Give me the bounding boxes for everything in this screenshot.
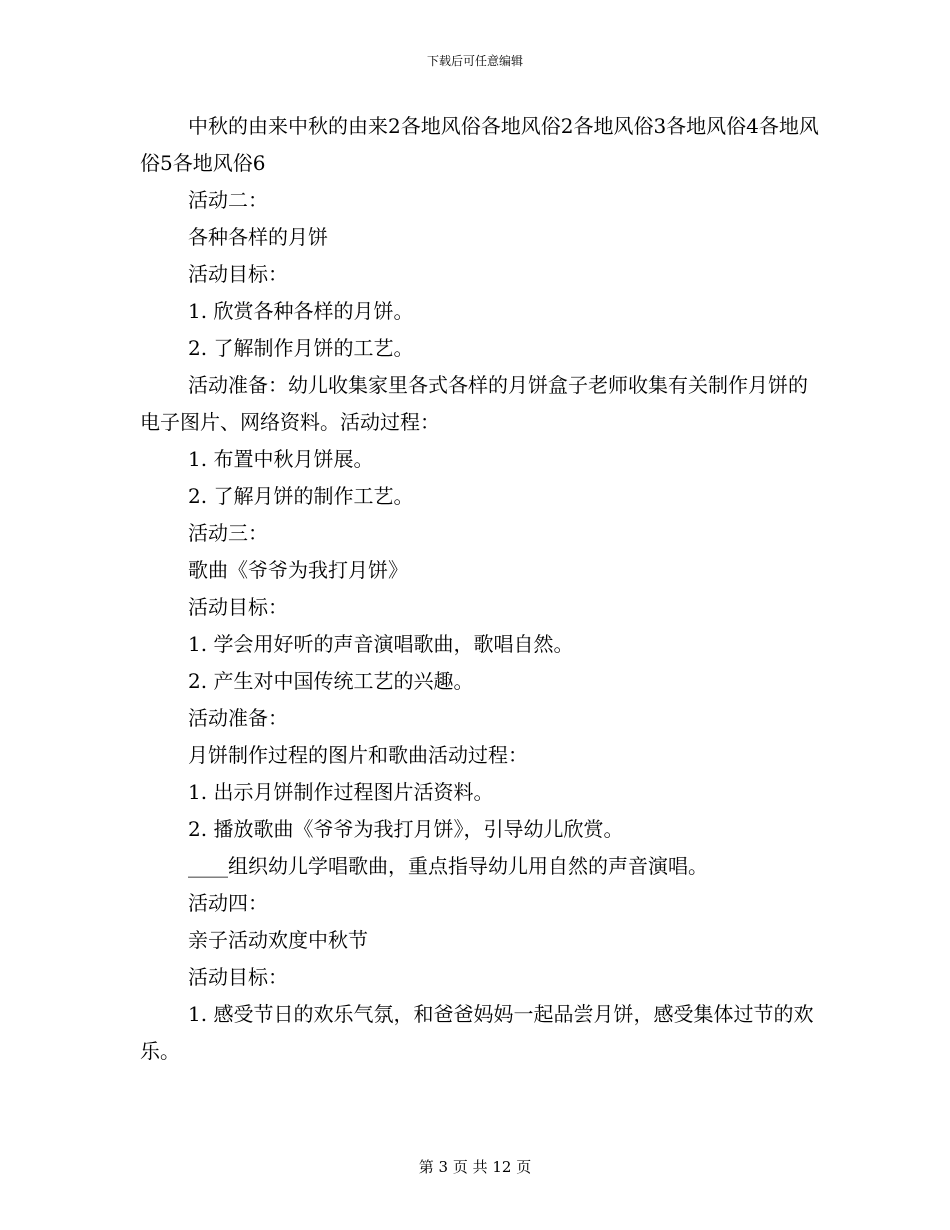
list-item: 2. 了解制作月饼的工艺。 xyxy=(188,336,414,360)
paragraph: 月饼制作过程的图片和歌曲活动过程： xyxy=(188,743,528,767)
list-item: 1. 学会用好听的声音演唱歌曲，歌唱自然。 xyxy=(188,632,574,656)
section-label: 活动目标： xyxy=(188,965,288,989)
page-header: 下载后可任意编辑 xyxy=(426,54,523,68)
list-item: 1. 欣赏各种各样的月饼。 xyxy=(188,299,414,323)
list-item: ____组织幼儿学唱歌曲，重点指导幼儿用自然的声音演唱。 xyxy=(188,854,708,878)
section-label: 活动目标： xyxy=(188,595,288,619)
heading-activity-3: 活动三： xyxy=(188,521,268,545)
activity-title: 亲子活动欢度中秋节 xyxy=(188,928,368,952)
list-item: 1. 布置中秋月饼展。 xyxy=(188,447,374,471)
document-body xyxy=(140,108,820,1070)
paragraph: 活动准备：幼儿收集家里各式各样的月饼盒子老师收集有关制作月饼的电子图片、网络资料。活动过程： xyxy=(140,373,808,434)
section-label: 活动准备： xyxy=(188,706,288,730)
activity-title: 歌曲《爷爷为我打月饼》 xyxy=(188,558,408,582)
list-item: 1. 出示月饼制作过程图片活资料。 xyxy=(188,780,494,804)
page-footer: 第 3 页 共 12 页 xyxy=(418,1158,532,1176)
list-item: 2. 产生对中国传统工艺的兴趣。 xyxy=(188,669,474,693)
section-label: 活动目标： xyxy=(188,262,288,286)
list-item: 1. 感受节日的欢乐气氛，和爸爸妈妈一起品尝月饼，感受集体过节的欢乐。 xyxy=(140,1002,814,1063)
list-item: 2. 播放歌曲《爷爷为我打月饼》，引导幼儿欣赏。 xyxy=(188,817,624,841)
list-item: 2. 了解月饼的制作工艺。 xyxy=(188,484,414,508)
heading-activity-2: 活动二： xyxy=(188,188,268,212)
activity-title: 各种各样的月饼 xyxy=(188,225,328,249)
heading-activity-4: 活动四： xyxy=(188,891,268,915)
paragraph: 中秋的由来中秋的由来2各地风俗各地风俗2各地风俗3各地风俗4各地风俗5各地风俗6 xyxy=(140,114,819,175)
